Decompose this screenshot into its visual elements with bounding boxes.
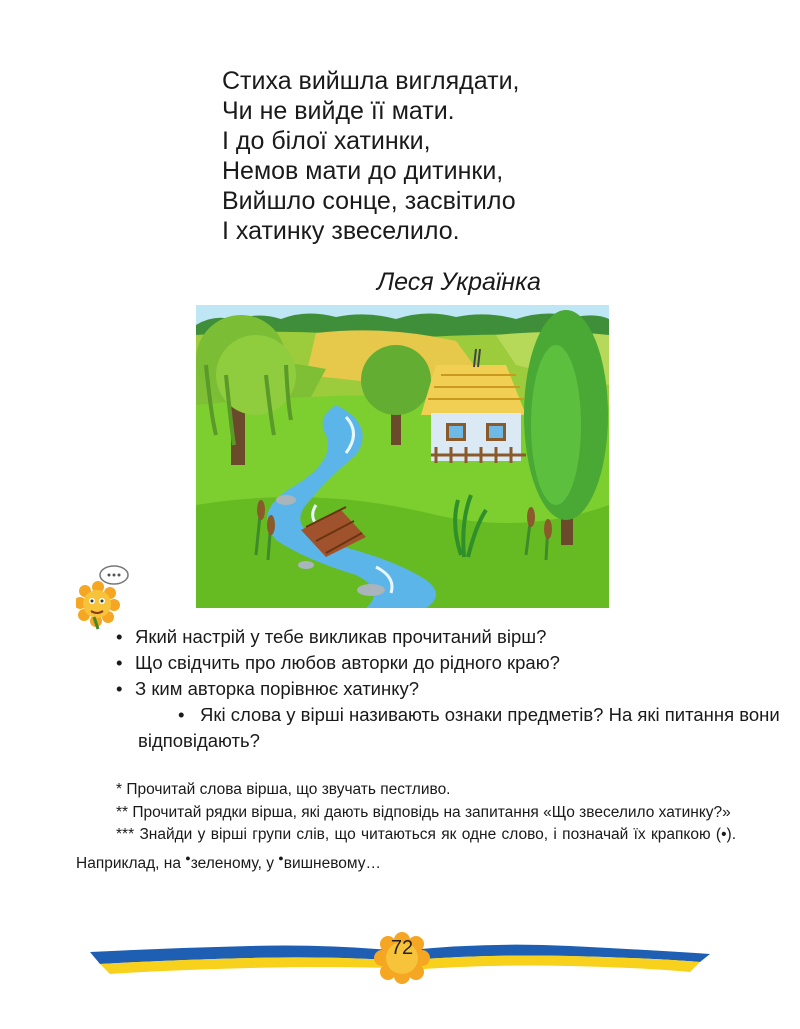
liaison-dot: ● <box>278 852 284 863</box>
task-marker: * <box>116 781 123 798</box>
questions-list <box>76 624 780 754</box>
bullet: • <box>116 678 123 699</box>
question-item <box>76 676 736 702</box>
bullet: • <box>116 652 123 673</box>
poem <box>222 66 602 246</box>
question-item <box>76 702 780 754</box>
question-item <box>76 624 736 650</box>
task-marker: *** <box>116 826 135 843</box>
task-marker: ** <box>116 803 129 821</box>
poem-author: Леся Українка <box>377 268 541 296</box>
task-item <box>76 824 736 875</box>
question-item <box>76 650 736 676</box>
bullet: • <box>116 626 123 647</box>
task-text: Знайди у вірші групи слів, що читаються як одне слово, і позначай їх крапкою ( <box>139 826 722 843</box>
poem-line: І хатинку звеселило. <box>222 217 460 245</box>
task-item <box>76 802 736 825</box>
landscape-illustration <box>196 305 609 608</box>
poem-line: Немов мати до дитинки, <box>222 157 504 185</box>
tasks-list <box>76 779 736 875</box>
poem-line: Чи не вийде її мати. <box>222 97 455 125</box>
page-number: 72 <box>390 937 414 959</box>
task-text: ). Наприклад, на <box>76 826 736 872</box>
question-text: Які слова у вірші називають ознаки предметів? На які питання вони відповідають? <box>138 704 780 751</box>
bullet: • <box>178 704 185 725</box>
poem-line: Вийшло сонце, засвітило <box>222 187 516 215</box>
sunflower-mascot-icon <box>76 565 130 631</box>
task-example: зеленому, у <box>190 854 279 872</box>
task-item <box>76 779 736 802</box>
task-example: вишневому… <box>283 854 381 872</box>
question-text: Що свідчить про любов авторки до рідного краю? <box>135 652 560 673</box>
task-text: Прочитай рядки вірша, які дають відповідь на запитання «Що звеселило хатинку?» <box>132 803 731 821</box>
dot-symbol: • <box>721 826 727 843</box>
task-text: Прочитай слова вірша, що звучать пестливо. <box>126 781 451 798</box>
poem-line: Стиха вийшла виглядати, <box>222 67 520 95</box>
question-text: З ким авторка порівнює хатинку? <box>135 678 420 699</box>
poem-line: І до білої хатинки, <box>222 127 431 155</box>
question-text: Який настрій у тебе викликав прочитаний вірш? <box>135 626 547 647</box>
liaison-dot: ● <box>185 852 191 863</box>
